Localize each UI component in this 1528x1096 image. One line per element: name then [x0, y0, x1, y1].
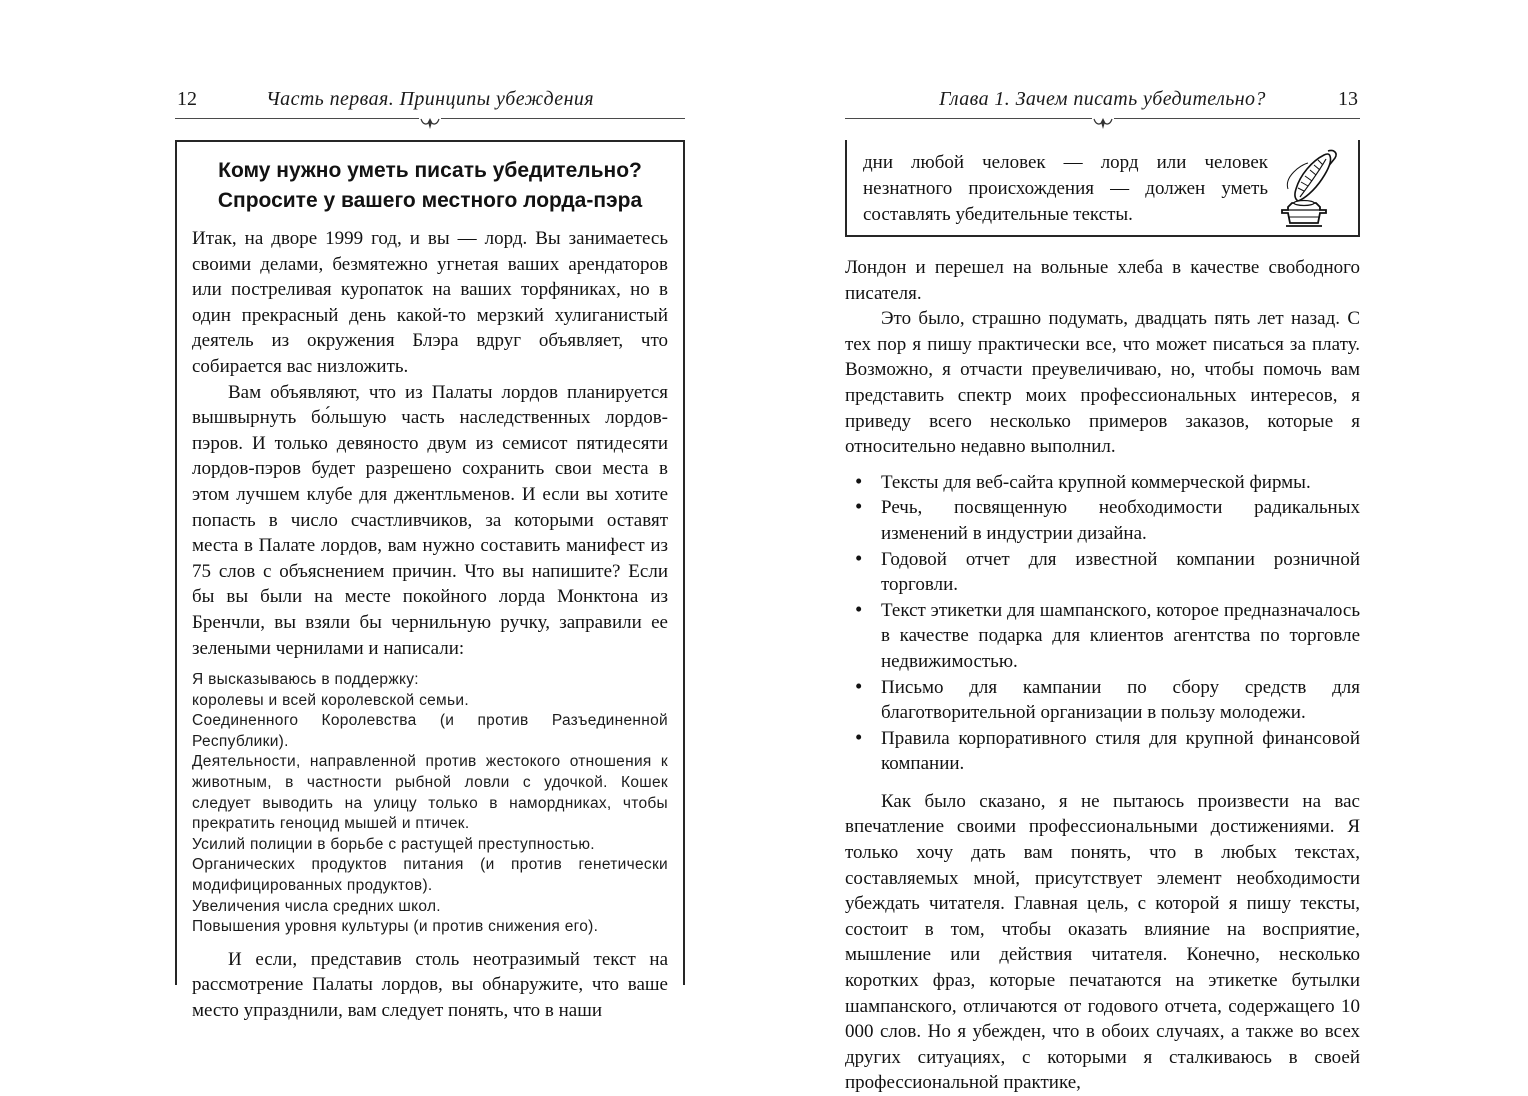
examples-list [845, 470, 1360, 777]
callout-box-right [845, 140, 1360, 237]
list-item: • Речь, посвященную необходимости радикальных изменений в индустрии дизайна. [845, 495, 1360, 546]
callout-title [192, 156, 668, 216]
manifesto-line: Усилий полиции в борьбе с растущей преступностью. [192, 835, 595, 853]
paragraph: дни любой человек — лорд или человек незнатного происхождения — должен уметь составлять убедительные тексты. [863, 151, 1268, 225]
manifesto-line: Соединенного Королевства (и против Разъединенной Республики). [192, 712, 668, 750]
page-number-right: 13 [1338, 88, 1358, 110]
list-item: • Текст этикетки для шампанского, которое предназначалось в качестве подарка для клиентов агентства по торговле недвижимостью. [845, 598, 1360, 675]
manifesto-line: Повышения уровня культуры (и против снижения его). [192, 918, 599, 936]
quill-inkwell-icon [1274, 147, 1348, 231]
manifesto-line: Органических продуктов питания (и против генетически модифицированных продуктов). [192, 856, 668, 895]
list-item: • Годовой отчет для известной компании розничной торговли. [845, 547, 1360, 598]
right-body [845, 255, 1360, 1096]
manifesto-line: Деятельности, направленной против жестокого отношения к животным, в частности рыбной ловли с удочкой. Кошек следует выводить на улицу только в намордниках, чтобы прекратить геноцид мышей и птичек. [192, 753, 668, 833]
paragraph: Итак, на дворе 1999 год, и вы — лорд. Вы занимаетесь своими делами, безмятежно угнетая ваших арендаторов или постреливая куропаток на ваших торфяниках, но в один прекрасный день какой-то мерзкий хулиганистый деятель из окружения Блэра вдруг объявляет, что собирается вас низложить. [192, 228, 668, 377]
fleuron-ornament-icon [1092, 117, 1114, 130]
running-title-left: Часть первая. Принципы убеждения [265, 88, 594, 110]
manifesto-line: королевы и всей королевской семьи. [192, 691, 469, 709]
paragraph: Как было сказано, я не пытаюсь произвести на вас впечатление своими профессиональными достижениями. Я только хочу дать вам понять, что в любых текстах, составляемых мной, присутствует элемент необходимости убеждать читателя. Главная цель, с которой я пишу тексты, состоит в том, чтобы оказать влияние на восприятие, мышление или действия читателя. Конечно, несколько коротких фраз, которые печатаются на этикетке бутылки шампанского, отличаются от годового отчета, содержащего 10 000 слов. Но я убежден, что в обоих случаях, а также во всех других ситуациях, с которыми я сталкиваюсь в своей профессиональной практике, [845, 790, 1360, 1094]
page-number-left: 12 [177, 88, 197, 110]
paragraph: Это было, страшно подумать, двадцать пять лет назад. С тех пор я пишу практически все, что может писаться за плату. Возможно, я отчасти преувеличиваю, но, чтобы помочь вам представить спектр моих профессиональных интересов, я приведу всего несколько примеров заказов, которые я относительно недавно выполнил. [845, 308, 1360, 458]
callout-box-left [175, 140, 685, 1021]
manifesto-block [192, 670, 668, 938]
running-title-right: Глава 1. Зачем писать убедительно? [939, 88, 1266, 110]
manifesto-line: Увеличения числа средних школ. [192, 897, 441, 915]
manifesto-line: Я высказываюсь в поддержку: [192, 671, 419, 689]
list-item: • Правила корпоративного стиля для крупной финансовой компании. [845, 726, 1360, 777]
list-item: • Письмо для кампании по сбору средств для благотворительной организации в пользу молодежи. [845, 675, 1360, 726]
paragraph: Лондон и перешел на вольные хлеба в качестве свободного писателя. [845, 257, 1360, 304]
callout-text [863, 150, 1268, 228]
paragraph: Вам объявляют, что из Палаты лордов планируется вышвырнуть бо́льшую часть наследственных лордов-пэров. И только девяносто двум из семисот пятидесяти лордов-пэров будет разрешено сохранить свои места в этом лучшем клубе для джентльменов. И если вы хотите попасть в число счастливчиков, за которыми оставят места в Палате лордов, вам нужно составить манифест из 75 слов с объяснением причин. Что вы напишите? Если бы вы были на месте покойного лорда Монктона из Бренчли, вы взяли бы чернильную ручку, заправили ее зелеными чернилами и написали: [192, 381, 668, 659]
list-item: • Тексты для веб-сайта крупной коммерческой фирмы. [845, 470, 1360, 496]
callout-title-line1: Кому нужно уметь писать убедительно? [218, 159, 642, 182]
fleuron-ornament-icon [419, 117, 441, 130]
callout-title-line2: Спросите у вашего местного лорда-пэра [217, 189, 643, 212]
paragraph: И если, представив столь неотразимый текст на рассмотрение Палаты лордов, вы обнаружите, что ваше место упразднили, вам следует понять, что в наши [192, 948, 668, 1021]
